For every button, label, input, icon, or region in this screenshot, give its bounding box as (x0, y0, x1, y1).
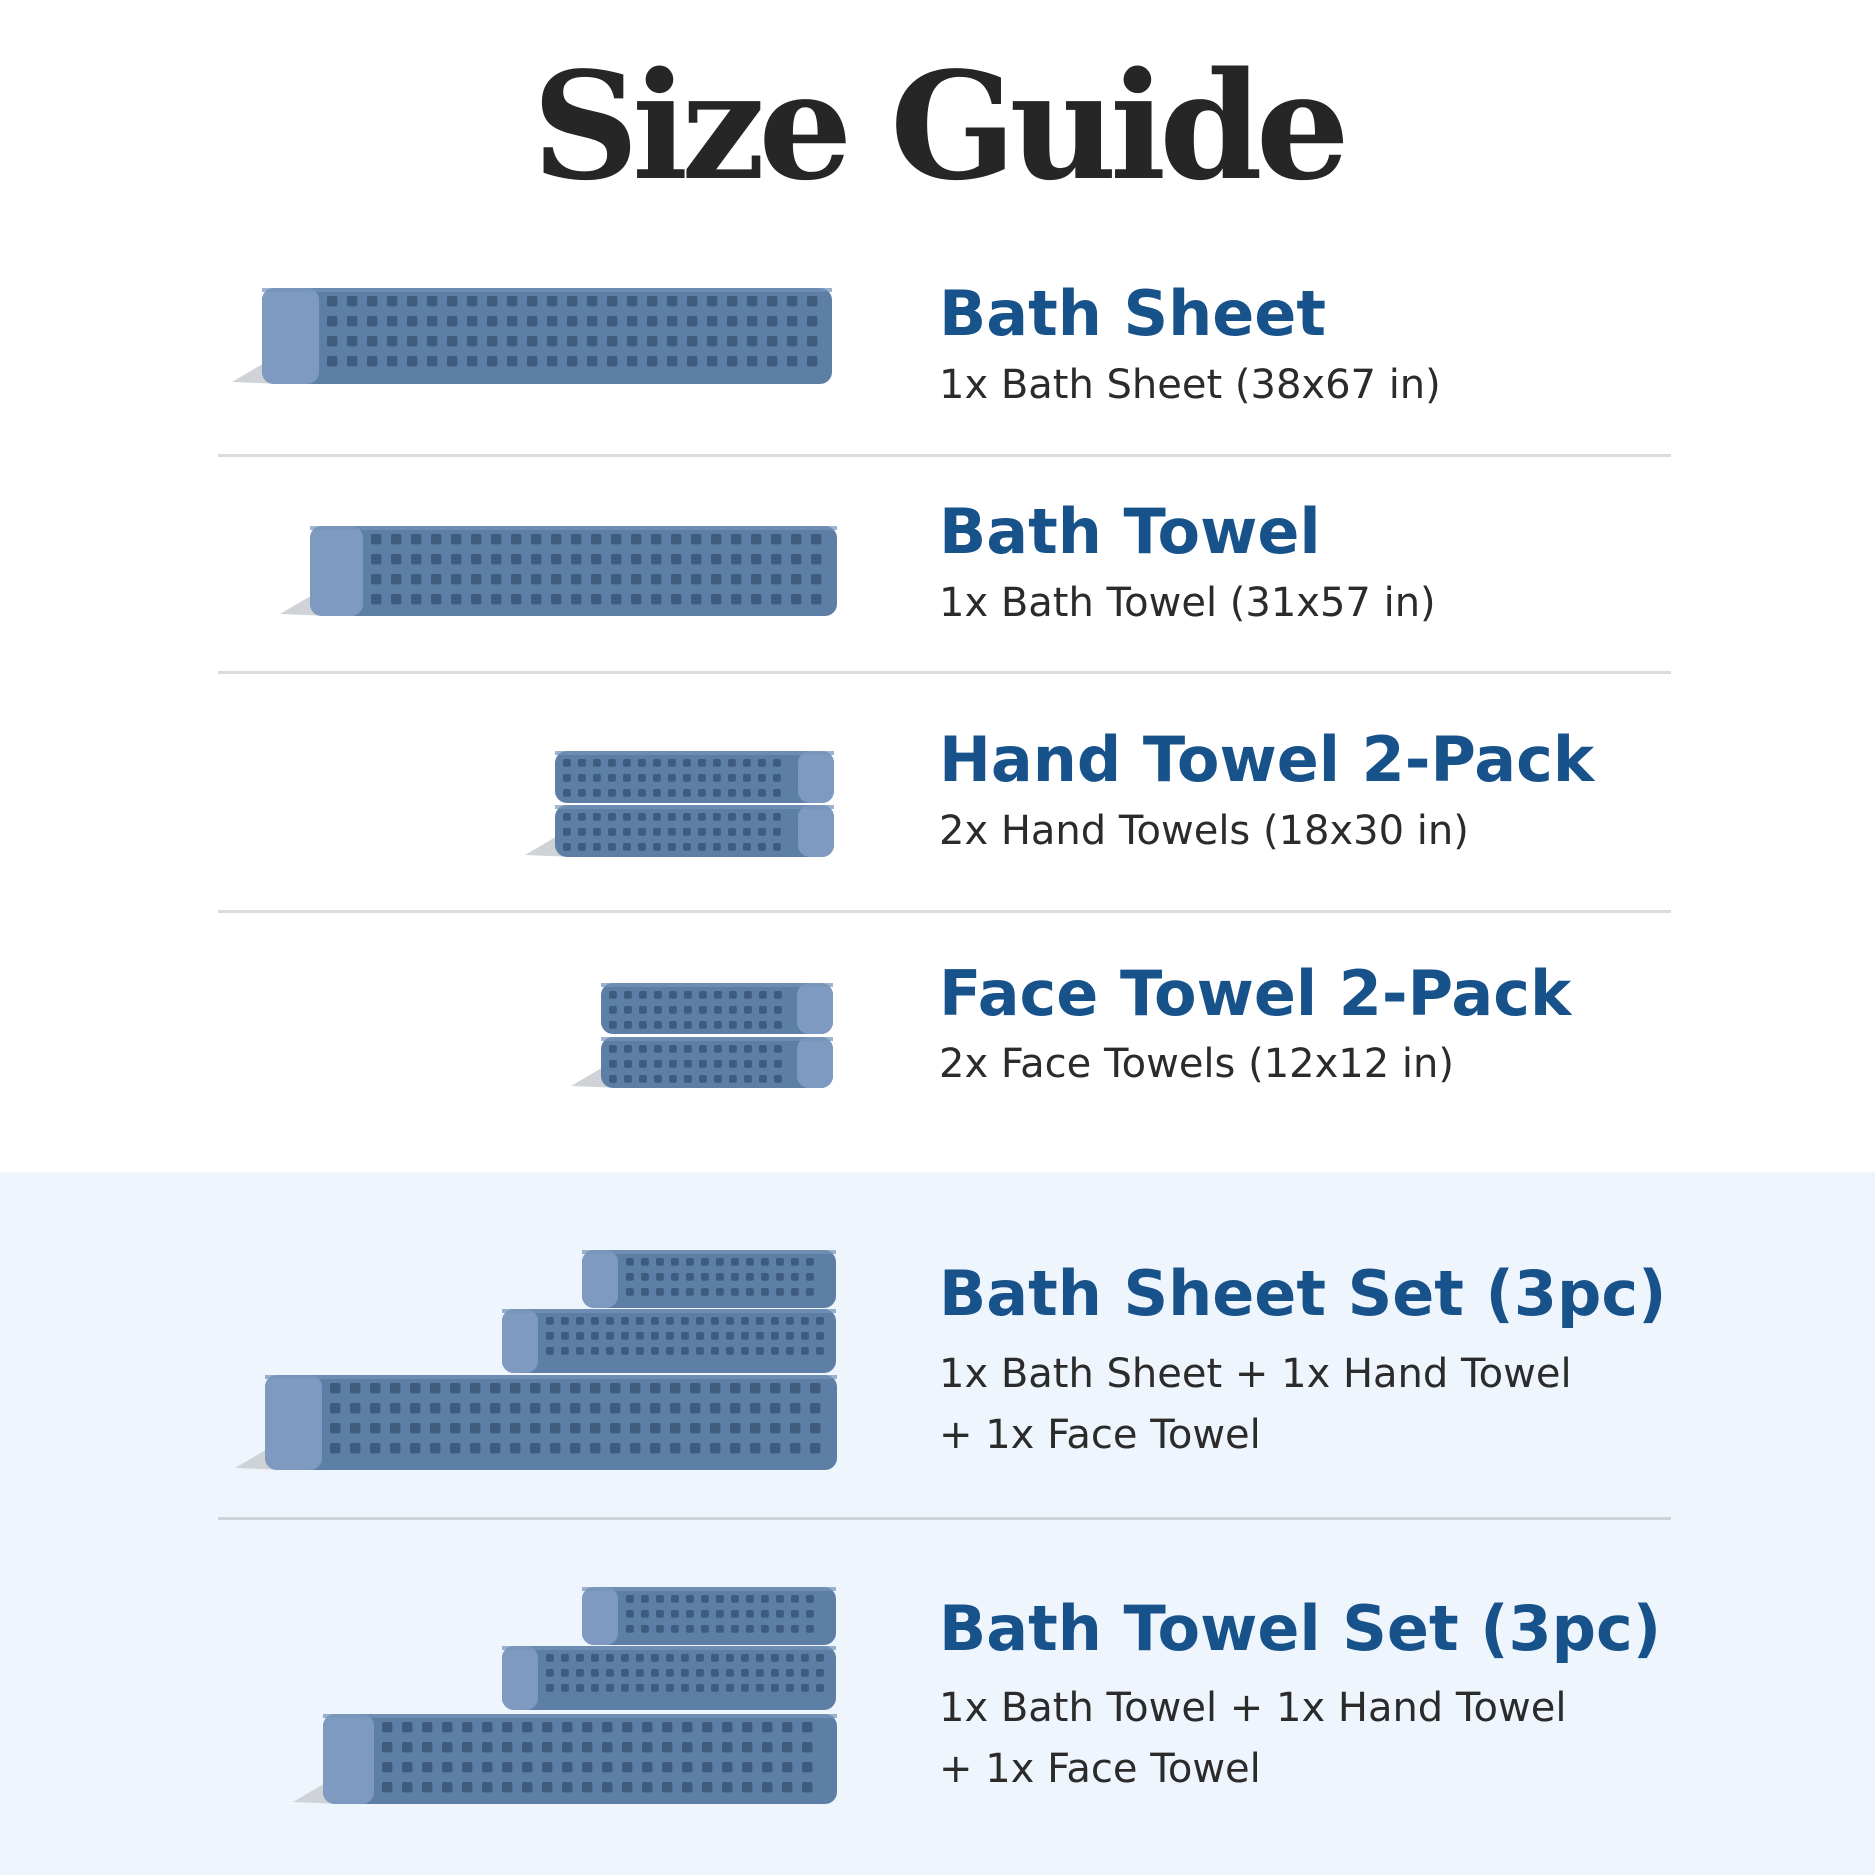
divider (218, 454, 1671, 457)
folded-towel (525, 805, 834, 857)
set-title: Bath Sheet Set (3pc) (939, 1257, 1667, 1330)
product-title: Bath Sheet (939, 277, 1326, 350)
divider (218, 1517, 1671, 1520)
set-description-line-2: + 1x Face Towel (939, 1412, 1261, 1458)
product-description: 2x Hand Towels (18x30 in) (939, 808, 1469, 854)
product-title: Hand Towel 2-Pack (939, 723, 1595, 796)
product-description: 1x Bath Sheet (38x67 in) (939, 362, 1441, 408)
product-description: 2x Face Towels (12x12 in) (939, 1041, 1454, 1087)
folded-towel (571, 1037, 833, 1088)
set-description-line-2: + 1x Face Towel (939, 1746, 1261, 1792)
divider (218, 910, 1671, 913)
set-description-line-1: 1x Bath Sheet + 1x Hand Towel (939, 1351, 1572, 1397)
folded-towel (601, 983, 833, 1034)
divider (218, 671, 1671, 674)
folded-towel (280, 526, 837, 616)
folded-towel (232, 288, 832, 384)
product-title: Bath Towel (939, 495, 1321, 568)
folded-towel (555, 751, 834, 803)
set-title: Bath Towel Set (3pc) (939, 1592, 1662, 1665)
page-title: Size Guide (532, 39, 1343, 213)
product-description: 1x Bath Towel (31x57 in) (939, 580, 1436, 626)
set-description-line-1: 1x Bath Towel + 1x Hand Towel (939, 1685, 1567, 1731)
product-title: Face Towel 2-Pack (939, 957, 1572, 1030)
